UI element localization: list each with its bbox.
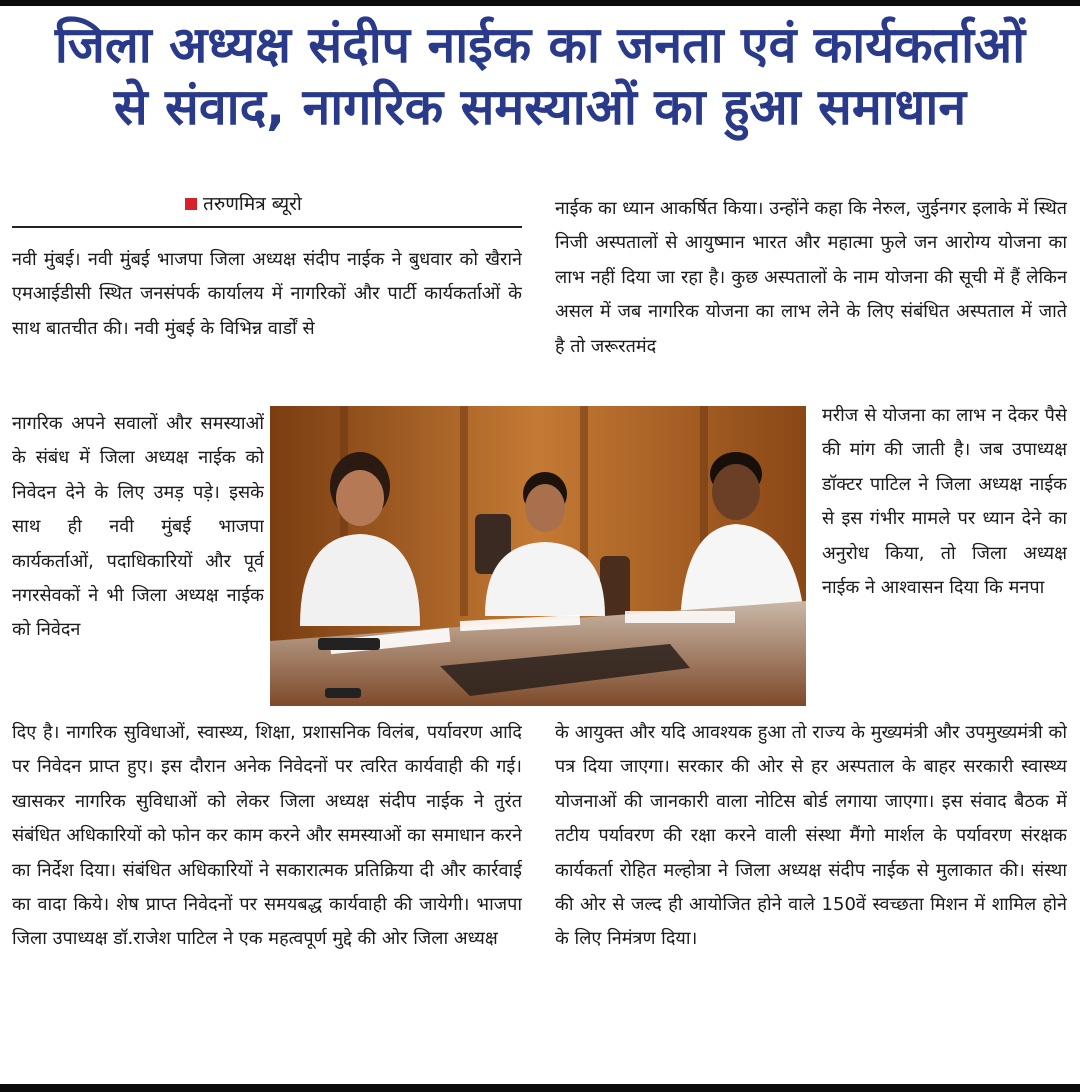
article-paragraph: नागरिक अपने सवालों और समस्याओं के संबंध में जिला अध्यक्ष नाईक को निवेदन देने के लिए उमड़ पड़े। इसके साथ ही नवी मुंबई भाजपा कार्यकर्ताओं, पदाधिकारियों और पूर्व नगरसेवकों ने भी जिला अध्यक्ष नाईक को निवेदन [12,413,264,641]
bottom-border [0,1084,1080,1092]
headline-line-2: से संवाद, नागरिक समस्याओं का हुआ समाधान [113,78,967,136]
byline-rule [12,226,522,228]
article-paragraph: नवी मुंबई। नवी मुंबई भाजपा जिला अध्यक्ष संदीप नाईक ने बुधवार को खैराने एमआईडीसी स्थित जनसंपर्क कार्यालय में नागरिकों और पार्टी कार्यकर्ताओं के साथ बातचीत की। नवी मुंबई के विभिन्न वार्डों से [12,249,522,339]
headline-line-1: जिला अध्यक्ष संदीप नाईक का जनता एवं कार्यकर्ताओं [54,16,1026,74]
square-bullet-icon [185,198,197,210]
article-column-right-wrap [822,399,1067,709]
headline [10,14,1070,138]
article-column-right-bottom [555,716,1067,1061]
news-photo [270,406,806,706]
article-paragraph: के आयुक्त और यदि आवश्यक हुआ तो राज्य के मुख्यमंत्री और उपमुख्यमंत्री को पत्र दिया जाएगा। सरकार की ओर से हर अस्पताल के बाहर सरकारी स्वास्थ्य योजनाओं की जानकारी वाला नोटिस बोर्ड लगाया जाएगा। इस संवाद बैठक में तटीय पर्यावरण की रक्षा करने वाली संस्था मैंगो मार्शल के पर्यावरण संरक्षक कार्यकर्ता रोहित मल्होत्रा ने जिला अध्यक्ष संदीप नाईक से मुलाकात की। संस्था की ओर से जल्द ही आयोजित होने वाले 150वें स्वच्छता मिशन में शामिल होने के लिए निमंत्रण दिया। [555,722,1067,950]
top-border [0,0,1080,6]
article-column-left-wrap [12,407,264,716]
article-column-left-top [12,243,522,407]
article-paragraph: दिए है। नागरिक सुविधाओं, स्वास्थ्य, शिक्षा, प्रशासनिक विलंब, पर्यावरण आदि पर निवेदन प्राप्त हुए। इस दौरान अनेक निवेदनों पर त्वरित कार्यवाही की गई। खासकर नागरिक सुविधाओं को लेकर जिला अध्यक्ष संदीप नाईक ने तुरंत संबंधित अधिकारियों को फोन कर काम करने और समस्याओं का समाधान करने का निर्देश दिया। संबंधित अधिकारियों ने सकारात्मक प्रतिक्रिया दी और कार्रवाई का वादा किये। शेष प्राप्त निवेदनों पर समयबद्ध कार्यवाही की जायेगी। भाजपा जिला उपाध्यक्ष डॉ.राजेश पाटिल ने एक महत्वपूर्ण मुद्दे की ओर जिला अध्यक्ष [12,722,522,950]
article-column-left-bottom [12,716,522,1061]
article-paragraph: मरीज से योजना का लाभ न देकर पैसे की मांग की जाती है। जब उपाध्यक्ष डॉक्टर पाटिल ने जिला अध्यक्ष नाईक से इस गंभीर मामले पर ध्यान देने का अनुरोध किया, तो जिला अध्यक्ष नाईक ने आश्वासन दिया कि मनपा [822,405,1067,599]
meeting-photo-illustration [270,406,806,706]
article-paragraph: नाईक का ध्यान आकर्षित किया। उन्होंने कहा कि नेरुल, जुईनगर इलाके में स्थित निजी अस्पतालों से आयुष्मान भारत और महात्मा फुले जन आरोग्य योजना का लाभ नहीं दिया जा रहा है। कुछ अस्पतालों के नाम योजना की सूची में हैं लेकिन असल में जब नागरिक योजना का लाभ लेने के लिए संबंधित अस्पताल में जाते है तो जरूरतमंद [555,198,1067,357]
byline-text: तरुणमित्र ब्यूरो [203,193,302,215]
article-column-right-top [555,192,1067,399]
byline [185,190,302,216]
